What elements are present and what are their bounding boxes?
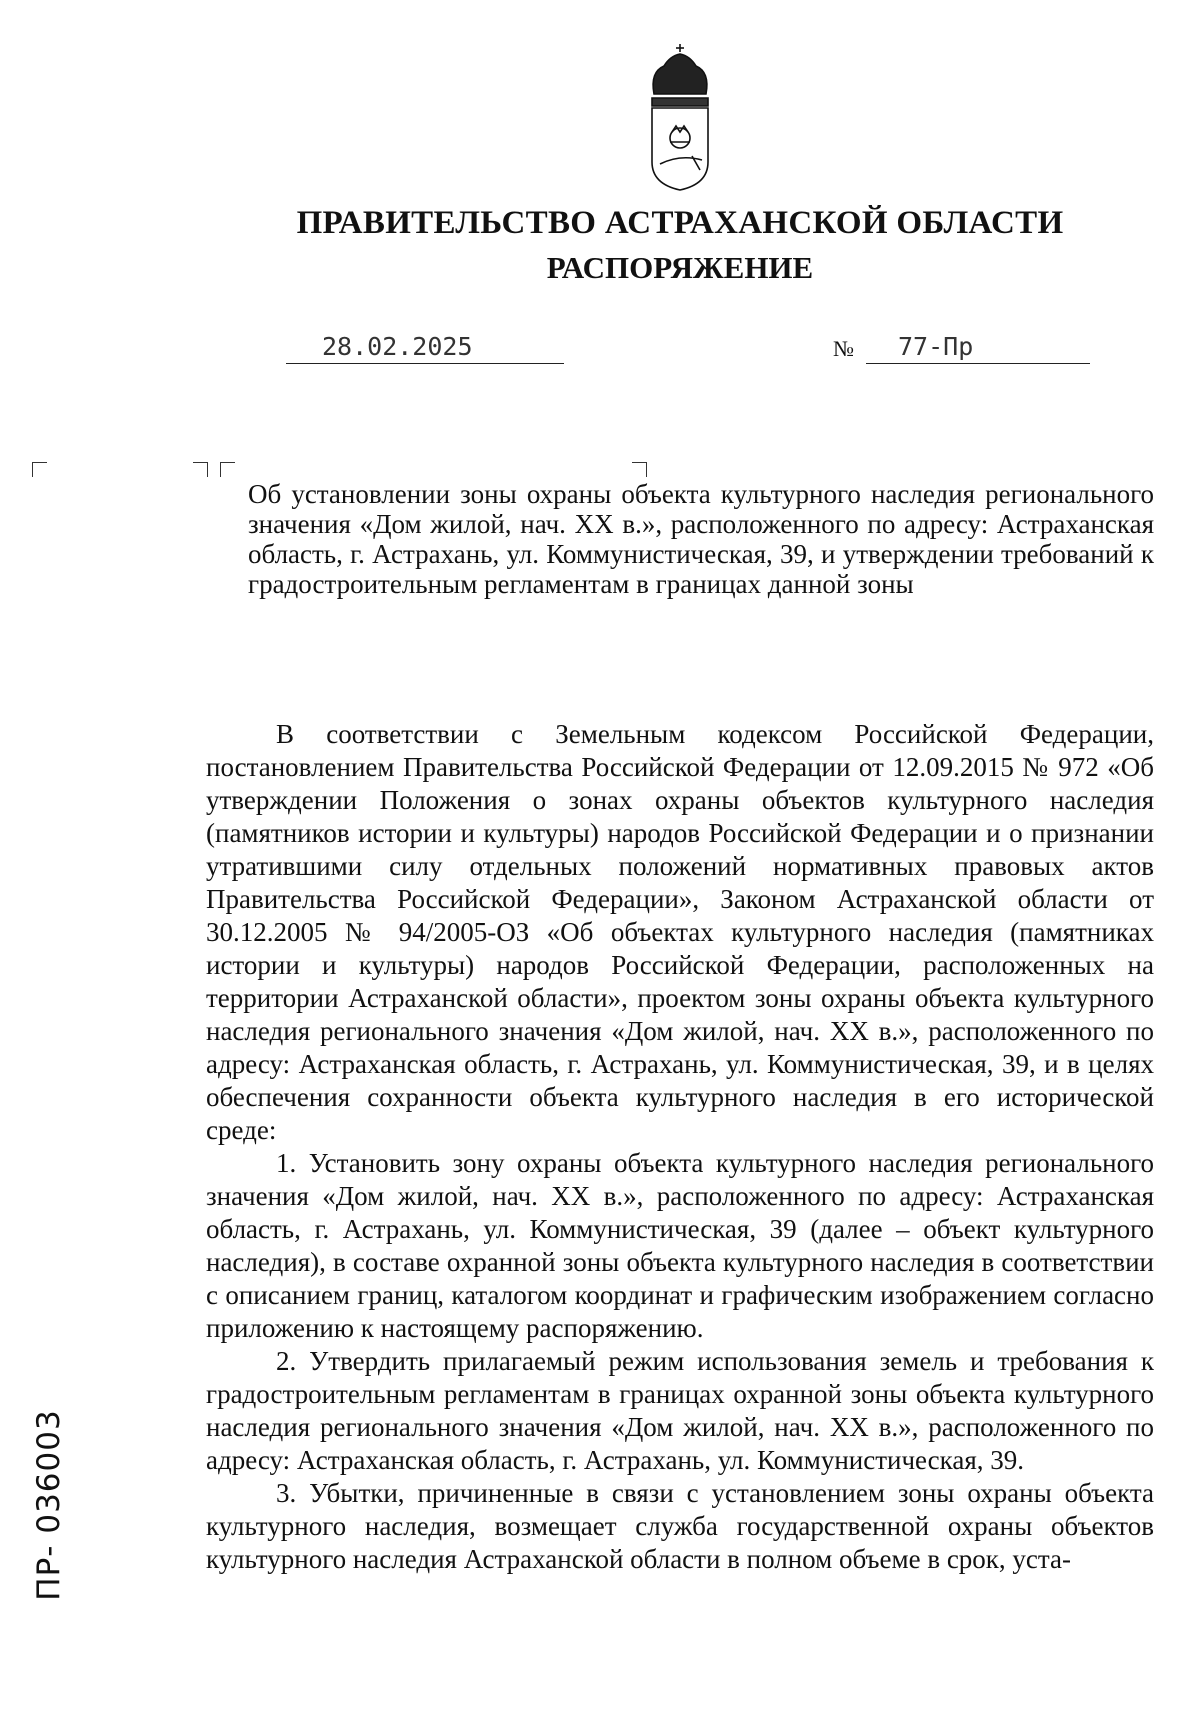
document-type: РАСПОРЯЖЕНИЕ bbox=[546, 250, 814, 285]
government-title: ПРАВИТЕЛЬСТВО АСТРАХАНСКОЙ ОБЛАСТИ bbox=[296, 205, 1064, 241]
margin-mark-left bbox=[32, 462, 47, 477]
document-date: 28.02.2025 bbox=[286, 330, 564, 364]
number-sign: № bbox=[833, 336, 854, 361]
item-paragraph: 3. Убытки, причиненные в связи с установлением зоны охраны объекта культурного наследия, возмещает служба государственной охраны объектов культурного наследия Астраханской области в полном объеме в срок, уста- bbox=[206, 1478, 1154, 1574]
serial-number: ПР- 036003 bbox=[31, 1409, 67, 1601]
document-number: 77-Пр bbox=[866, 330, 1090, 364]
item-paragraph: 1. Установить зону охраны объекта культурного наследия регионального значения «Дом жилой, нач. XX в.», расположенного по адресу: Астраханская область, г. Астрахань, ул. Коммунистическая, 39 (далее – объект культурного наследия), в составе охранной зоны объекта культурного наследия в соответствии с описанием границ, каталогом координат и графическим изображением согласно приложению к настоящему распоряжению. bbox=[206, 1148, 1154, 1343]
preamble-paragraph: В соответствии с Земельным кодексом Российской Федерации, постановлением Правительства Российской Федерации от 12.09.2015 № 972 «Об утверждении Положения о зонах охраны объектов культурного наследия (памятников истории и культуры) народов Российской Федерации и о признании утратившими силу отдельных положений нормативных правовых актов Правительства Российской Федерации», Законом Астраханской области от 30.12.2005 № 94/2005-ОЗ «Об объектах культурного наследия (памятниках истории и культуры) народов Российской Федерации, расположенных на территории Астраханской области», проектом зоны охраны объекта культурного наследия регионального значения «Дом жилой, нач. XX в.», расположенного по адресу: Астраханская область, г. Астрахань, ул. Коммунистическая, 39, и в целях обеспечения сохранности объекта культурного наследия в его исторической среде: bbox=[206, 719, 1154, 1145]
margin-mark-right bbox=[193, 462, 208, 477]
document-subject: Об установлении зоны охраны объекта культурного наследия регионального значения «Дом жилой, нач. XX в.», расположенного по адресу: Астраханская область, г. Астрахань, ул. Коммунистическая, 39, и утверждении требований к градостроительным регламентам в границах данной зоны bbox=[248, 479, 1154, 599]
document-body bbox=[206, 718, 1154, 1576]
coat-of-arms-emblem bbox=[640, 42, 720, 192]
serial-stamp bbox=[22, 1390, 76, 1620]
subject-bracket-right bbox=[632, 462, 647, 477]
subject-bracket-left bbox=[220, 462, 235, 477]
item-paragraph: 2. Утвердить прилагаемый режим использования земель и требования к градостроительным регламентам в границах охранной зоны объекта культурного наследия регионального значения «Дом жилой, нач. XX в.», расположенного по адресу: Астраханская область, г. Астрахань, ул. Коммунистическая, 39. bbox=[206, 1346, 1154, 1475]
